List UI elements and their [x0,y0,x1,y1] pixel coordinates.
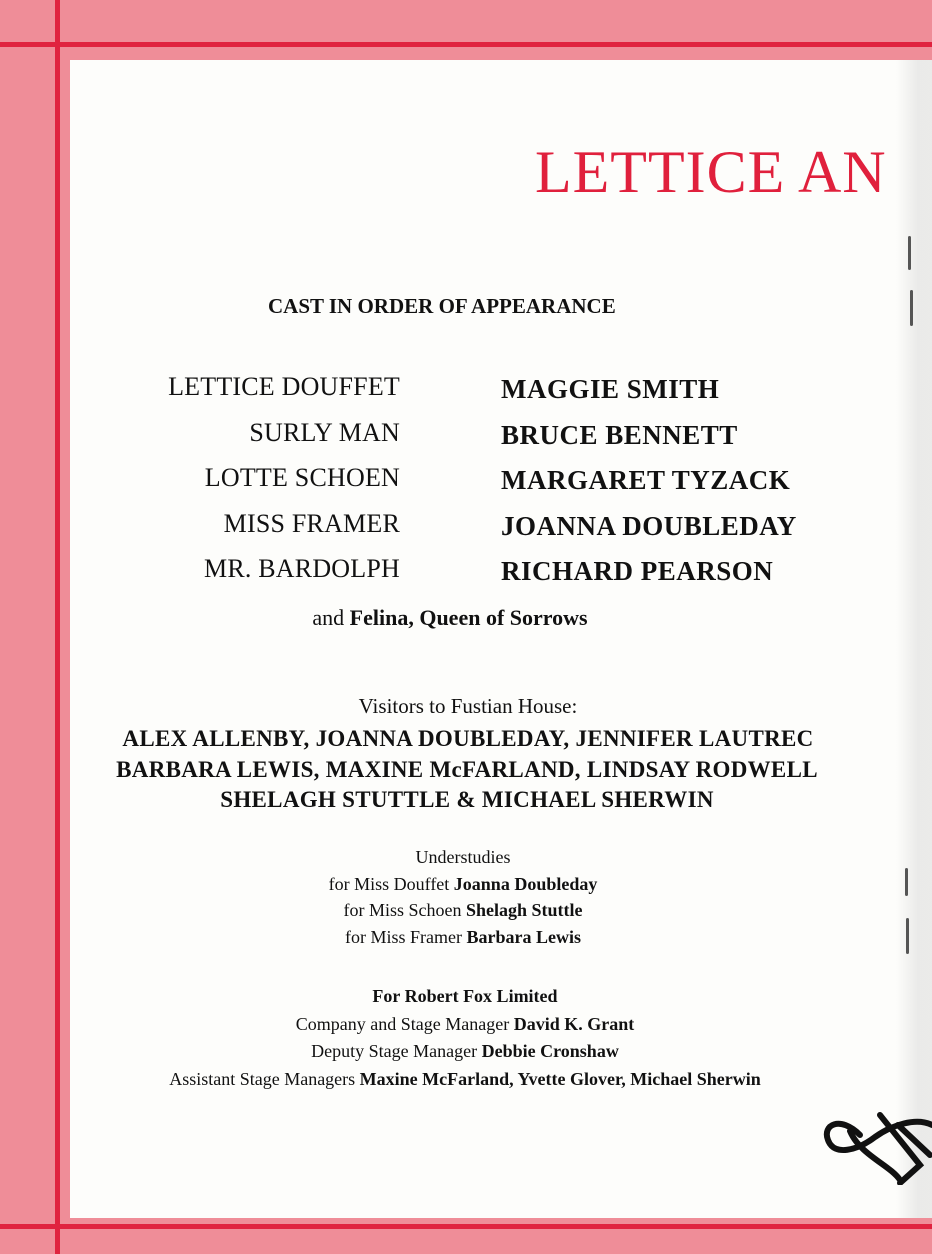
production-entry [0,1069,930,1090]
production-role: Deputy Stage Manager [311,1041,478,1061]
cast-role: SURLY MAN [249,418,400,447]
visitors-line: SHELAGH STUTTLE & MICHAEL SHERWIN [220,787,714,812]
felina-name: Felina, Queen of Sorrows [349,605,588,630]
staple-mark [908,236,911,270]
page-title: LETTICE AN [535,139,887,205]
understudy-entry [0,927,926,948]
cast-actor: BRUCE BENNETT [501,420,738,450]
production-entry [0,1041,930,1062]
visitors-line: ALEX ALLENBY, JOANNA DOUBLEDAY, JENNIFER LAUTREC [122,726,814,751]
cast-actor: MARGARET TYZACK [501,465,791,495]
production-name: David K. Grant [513,1014,635,1034]
cast-role: MR. BARDOLPH [204,554,400,583]
company-credit [0,986,930,1007]
cast-actor: JOANNA DOUBLEDAY [501,511,797,541]
cast-actor: MAGGIE SMITH [501,374,720,404]
cast-actor: RICHARD PEARSON [501,556,774,586]
company-name: For Robert Fox Limited [372,986,558,1006]
production-role: Assistant Stage Managers [169,1069,356,1089]
understudy-name: Barbara Lewis [466,927,581,947]
knot-ornament-icon [820,1095,932,1185]
understudy-name: Shelagh Stuttle [465,900,583,920]
production-entry [0,1014,930,1035]
understudy-for: for Miss Framer [345,927,462,947]
visitors-line: BARBARA LEWIS, MAXINE McFARLAND, LINDSAY RODWELL [116,757,818,782]
cast-role: LETTICE DOUFFET [168,372,400,401]
cast-role: LOTTE SCHOEN [204,463,400,492]
understudy-entry [0,900,926,921]
frame-line-bottom [0,1224,932,1229]
understudy-for: for Miss Schoen [343,900,462,920]
visitors-label: Visitors to Fustian House: [358,694,578,718]
understudy-for: for Miss Douffet [328,874,450,894]
understudy-entry [0,874,926,895]
cast-role: MISS FRAMER [223,509,400,538]
cast-heading: CAST IN ORDER OF APPEARANCE [268,294,616,318]
frame-line-top [0,42,932,47]
felina-credit [0,605,900,631]
understudy-name: Joanna Doubleday [453,874,598,894]
understudies-label: Understudies [415,847,511,867]
felina-prefix: and [312,605,345,630]
production-name: Debbie Cronshaw [481,1041,619,1061]
production-role: Company and Stage Manager [295,1014,510,1034]
production-name: Maxine McFarland, Yvette Glover, Michael Sherwin [359,1069,761,1089]
staple-mark [910,290,913,326]
